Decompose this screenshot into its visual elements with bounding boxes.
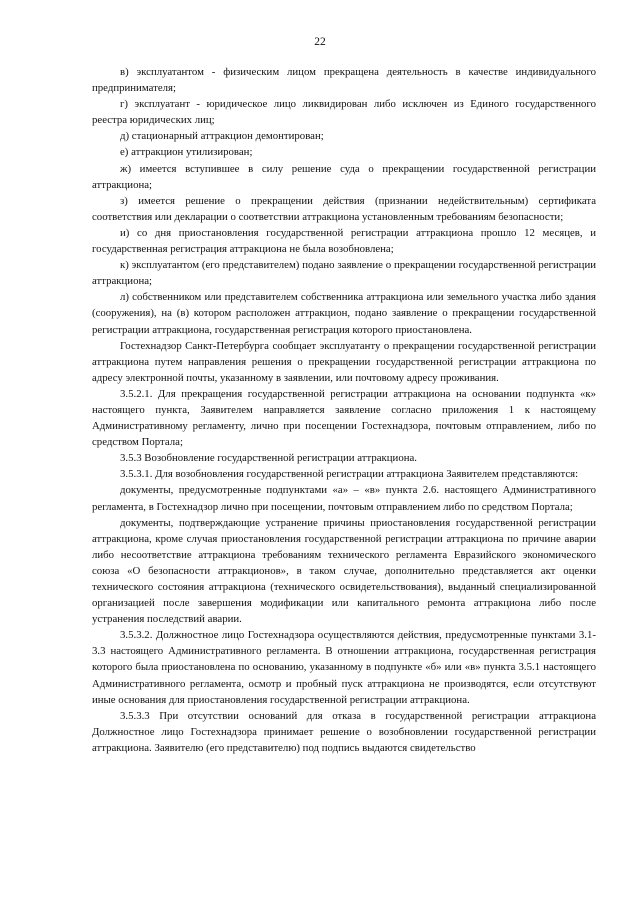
paragraph-item-g: г) эксплуатант - юридическое лицо ликвидирован либо исключен из Единого государственного реестра юридических лиц; xyxy=(92,98,596,127)
paragraph-notification: Гостехнадзор Санкт-Петербурга сообщает эксплуатанту о прекращении государственной регистрации аттракциона путем направления решения о прекращении государственной регистрации аттракциона по адресу электронной почты, указанному в заявлении, или почтовому адресу проживания. xyxy=(92,339,596,384)
page-number: 22 xyxy=(314,36,326,48)
document-body xyxy=(92,64,596,756)
paragraph-3-5-3: 3.5.3 Возобновление государственной регистрации аттракциона. xyxy=(120,452,417,465)
paragraph-item-l: л) собственником или представителем собственника аттракциона или земельного участка либо здания (сооружения), на (в) котором расположен аттракцион, подано заявление о прекращении государственной регистрации аттракциона, государственная регистрация которого приостановлена. xyxy=(92,291,596,336)
paragraph-item-zh: ж) имеется вступившее в силу решение суда о прекращении государственной регистрации аттракциона; xyxy=(92,162,596,191)
paragraph-documents-confirming: документы, подтверждающие устранение причины приостановления государственной регистрации аттракциона, кроме случая приостановления государственной регистрации аттракциона по причине аварии либо несоответствие аттракциона требованиям технического регламента Евразийского экономического союза «О безопасности аттракционов», в таком случае, дополнительно представляется акт оценки технического состояния аттракциона (технического освидетельствования), выданный специализированной организацией после завершения модификации или капитального ремонта аттракциона либо после устранения последствий аварии. xyxy=(92,516,596,626)
paragraph-3-5-3-2: 3.5.3.2. Должностное лицо Гостехнадзора осуществляются действия, предусмотренные пунктами 3.1-3.3 настоящего Административного регламента. В отношении аттракциона, государственная регистрация которого была приостановлена по основанию, указанному в подпункте «б» или «в» пункта 3.5.1 настоящего Административного регламента, осмотр и пробный пуск аттракциона не производятся, если отсутствуют иные основания для приостановления государственной регистрации аттракциона. xyxy=(92,629,596,706)
paragraph-item-k: к) эксплуатантом (его представителем) подано заявление о прекращении государственной регистрации аттракциона; xyxy=(92,259,596,288)
paragraph-3-5-3-3: 3.5.3.3 При отсутствии оснований для отказа в государственной регистрации аттракциона Должностное лицо Гостехнадзора принимает решение о возобновлении государственной регистрации аттракциона. Заявителю (его представителю) под подпись выдаются свидетельство xyxy=(92,709,596,754)
paragraph-item-e: е) аттракцион утилизирован; xyxy=(120,146,253,159)
paragraph-item-z: з) имеется решение о прекращении действия (признании недействительным) сертификата соответствия или декларации о соответствии аттракциона установленным требованиям безопасности; xyxy=(92,194,596,223)
paragraph-3-5-2-1: 3.5.2.1. Для прекращения государственной регистрации аттракциона на основании подпункта «к» настоящего пункта, Заявителем направляется заявление согласно приложения 1 к настоящему Административному регламенту, лично при посещении Гостехнадзора, почтовым отправлением, либо по средством Портала; xyxy=(92,387,596,449)
paragraph-item-i: и) со дня приостановления государственной регистрации аттракциона прошло 12 месяцев, и государственная регистрация аттракциона не была возобновлена; xyxy=(92,226,596,256)
paragraph-documents-list: документы, предусмотренные подпунктами «а» – «в» пункта 2.6. настоящего Административного регламента, в Гостехнадзор лично при посещении, почтовым отправлением либо по средством Портала; xyxy=(92,484,596,513)
paragraph-item-v: в) эксплуатантом - физическим лицом прекращена деятельность в качестве индивидуального предпринимателя; xyxy=(92,66,596,95)
paragraph-3-5-3-1: 3.5.3.1. Для возобновления государственной регистрации аттракциона Заявителем представляются: xyxy=(120,468,579,481)
paragraph-item-d: д) стационарный аттракцион демонтирован; xyxy=(120,130,324,143)
